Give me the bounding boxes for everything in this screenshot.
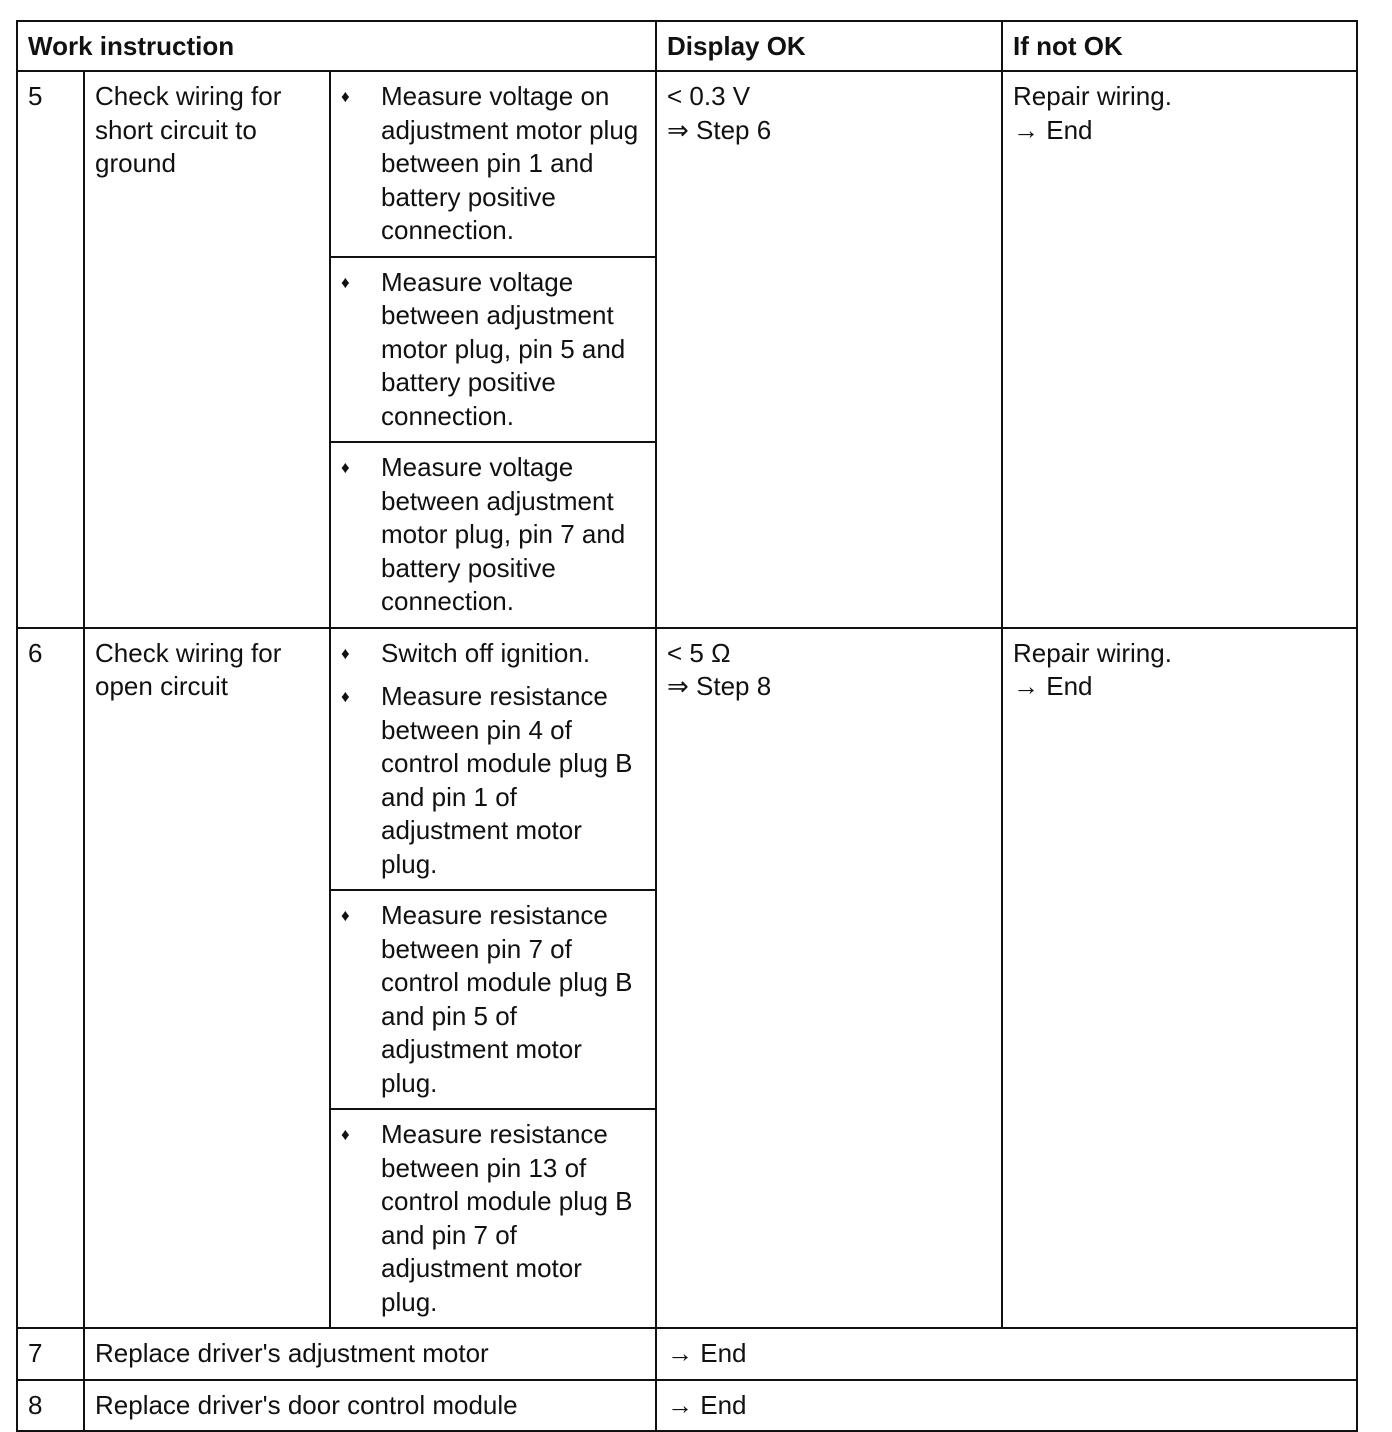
- display-ok-cell: [656, 71, 1002, 628]
- ok-next-step: ⇒ Step 6: [667, 114, 772, 145]
- sub-step: [330, 442, 656, 628]
- bullet-icon: ♦: [341, 458, 350, 477]
- sub-step-text: Measure resistance between pin 4 of control module plug B and pin 1 of adjustment motor plug.: [381, 681, 633, 879]
- sub-step: [330, 628, 656, 891]
- notok-next-step: → End: [1013, 114, 1093, 145]
- bullet-icon: ♦: [341, 1125, 350, 1144]
- ok-value: < 0.3 V: [667, 81, 751, 111]
- step-task: Replace driver's adjustment motor: [84, 1328, 656, 1380]
- header-work-instruction: Work instruction: [17, 21, 656, 71]
- step-number: 7: [17, 1328, 84, 1380]
- step-number: 6: [17, 628, 84, 1329]
- work-instruction-table: [16, 20, 1358, 1432]
- step-number: 8: [17, 1380, 84, 1432]
- step-number: 5: [17, 71, 84, 628]
- notok-next-step: → End: [1013, 671, 1093, 701]
- table-row: [17, 71, 1357, 257]
- sub-step: [330, 890, 656, 1109]
- bullet-icon: ♦: [341, 272, 350, 292]
- step-result: → End: [656, 1328, 1357, 1380]
- bullet-icon: ♦: [341, 687, 350, 706]
- header-display-ok: Display OK: [656, 21, 1002, 71]
- bullet-icon: ♦: [341, 87, 350, 106]
- ok-next-step: ⇒ Step 8: [667, 671, 772, 701]
- bullet-icon: ♦: [341, 906, 350, 925]
- sub-step-text: Measure voltage between adjustment motor plug, pin 7 and battery positive connection.: [381, 452, 626, 616]
- notok-action: Repair wiring.: [1013, 637, 1172, 668]
- table-row: [17, 628, 1357, 891]
- sub-step: [330, 257, 656, 443]
- sub-step-text: Measure voltage on adjustment motor plug between pin 1 and battery positive connection.: [381, 81, 639, 245]
- step-task: Replace driver's door control module: [84, 1380, 656, 1432]
- ok-value: < 5 Ω: [667, 637, 731, 668]
- sub-step-text: Measure resistance between pin 7 of control module plug B and pin 5 of adjustment motor plug.: [381, 900, 633, 1098]
- display-ok-cell: [656, 628, 1002, 1329]
- header-if-not-ok: If not OK: [1002, 21, 1357, 71]
- step-result: → End: [656, 1380, 1357, 1432]
- if-not-ok-cell: [1002, 628, 1357, 1329]
- if-not-ok-cell: [1002, 71, 1357, 628]
- sub-step-text: Measure voltage between adjustment motor plug, pin 5 and battery positive connection.: [381, 266, 626, 431]
- header-row: [17, 21, 1357, 71]
- sub-step: [330, 71, 656, 257]
- notok-action: Repair wiring.: [1013, 81, 1172, 111]
- table-row: [17, 1328, 1357, 1380]
- step-task: Check wiring for open circuit: [84, 628, 330, 1329]
- sub-step-text: Measure resistance between pin 13 of control module plug B and pin 7 of adjustment motor plug.: [381, 1119, 633, 1317]
- step-task: Check wiring for short circuit to ground: [84, 71, 330, 628]
- bullet-icon: ♦: [341, 643, 350, 663]
- table-row: [17, 1380, 1357, 1432]
- sub-step-text: Switch off ignition.: [381, 637, 591, 668]
- sub-step: [330, 1109, 656, 1328]
